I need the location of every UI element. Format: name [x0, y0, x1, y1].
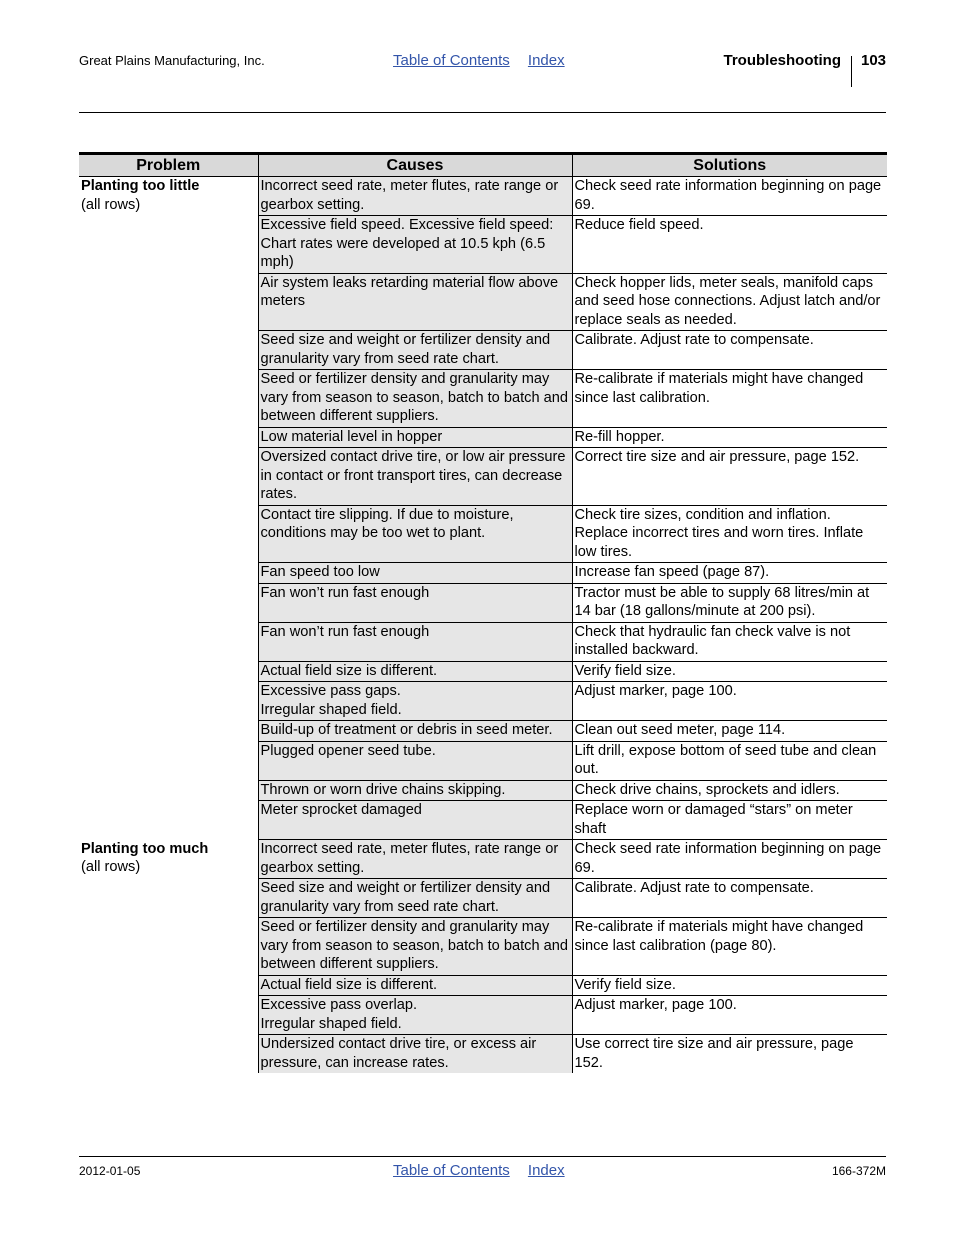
cause-cell: Seed size and weight or fertilizer density and granularity vary from seed rate chart.: [258, 331, 572, 370]
cause-cell: Actual field size is different.: [258, 975, 572, 996]
solution-cell: Lift drill, expose bottom of seed tube and clean out.: [572, 741, 887, 780]
header-nav: [393, 52, 579, 69]
table-row: [79, 177, 887, 216]
footer-toc-link[interactable]: Table of Contents: [393, 1162, 510, 1179]
cause-cell: Excessive pass overlap. Irregular shaped field.: [258, 996, 572, 1035]
solution-cell: Check hopper lids, meter seals, manifold caps and seed hose connections. Adjust latch and/or replace seals as needed.: [572, 273, 887, 331]
cause-cell: Plugged opener seed tube.: [258, 741, 572, 780]
cause-cell: Low material level in hopper: [258, 427, 572, 448]
solution-cell: Verify field size.: [572, 661, 887, 682]
page-number: 103: [861, 52, 887, 69]
header-solutions: Solutions: [572, 154, 887, 177]
solution-cell: Calibrate. Adjust rate to compensate.: [572, 879, 887, 918]
table-body: [79, 177, 887, 1074]
cause-cell: Meter sprocket damaged: [258, 801, 572, 840]
troubleshooting-table-wrap: [79, 152, 887, 1073]
cause-cell: Oversized contact drive tire, or low air pressure in contact or front transport tires, can decrease rates.: [258, 448, 572, 506]
cause-cell: Fan won’t run fast enough: [258, 583, 572, 622]
problem-name: Planting too little: [81, 178, 200, 194]
problem-cell: [79, 840, 258, 1074]
solution-cell: Check seed rate information beginning on page 69.: [572, 840, 887, 879]
table-header-row: [79, 154, 887, 177]
doc-code: 166-372M: [831, 1164, 886, 1178]
cause-cell: Seed or fertilizer density and granularity may vary from season to season, batch to batch and between different suppliers.: [258, 370, 572, 428]
solution-cell: Re-calibrate if materials might have changed since last calibration (page 80).: [572, 918, 887, 976]
cause-cell: Thrown or worn drive chains skipping.: [258, 780, 572, 801]
solution-cell: Adjust marker, page 100.: [572, 996, 887, 1035]
cause-cell: Incorrect seed rate, meter flutes, rate range or gearbox setting.: [258, 177, 572, 216]
footer-date: 2012-01-05: [79, 1164, 141, 1178]
company-name: Great Plains Manufacturing, Inc.: [79, 53, 265, 68]
section-title: Troubleshooting: [723, 52, 841, 69]
cause-cell: Contact tire slipping. If due to moisture, conditions may be too wet to plant.: [258, 505, 572, 563]
footer-rule: [79, 1156, 886, 1157]
troubleshooting-table: [79, 152, 887, 1073]
header-causes: Causes: [258, 154, 572, 177]
table-row: [79, 840, 887, 879]
cause-cell: Excessive field speed. Excessive field speed: Chart rates were developed at 10.5 kph (6.5 mph): [258, 216, 572, 274]
solution-cell: Reduce field speed.: [572, 216, 887, 274]
cause-cell: Incorrect seed rate, meter flutes, rate range or gearbox setting.: [258, 840, 572, 879]
problem-scope: (all rows): [81, 196, 141, 213]
problem-scope: (all rows): [81, 859, 141, 875]
cause-cell: Build-up of treatment or debris in seed meter.: [258, 721, 572, 742]
cause-cell: Air system leaks retarding material flow above meters: [258, 273, 572, 331]
problem-name: Planting too much: [81, 840, 209, 857]
header-index-link[interactable]: Index: [527, 52, 565, 69]
header-problem: Problem: [79, 154, 258, 177]
cause-cell: Excessive pass gaps. Irregular shaped field.: [258, 682, 572, 721]
footer-nav: [393, 1162, 579, 1179]
solution-cell: Adjust marker, page 100.: [572, 682, 887, 721]
cause-cell: Fan won’t run fast enough: [258, 622, 572, 661]
cause-cell: Fan speed too low: [258, 563, 572, 584]
cause-cell: Seed size and weight or fertilizer density and granularity vary from seed rate chart.: [258, 879, 572, 918]
solution-cell: Increase fan speed (page 87).: [572, 563, 887, 584]
footer-index-link[interactable]: Index: [527, 1162, 565, 1179]
solution-cell: Use correct tire size and air pressure, page 152.: [574, 1036, 854, 1071]
solution-cell: Check tire sizes, condition and inflation. Replace incorrect tires and worn tires. Inflate low tires.: [572, 505, 887, 563]
solution-cell: Re-fill hopper.: [572, 427, 887, 448]
problem-cell: [79, 177, 258, 840]
solution-cell: Correct tire size and air pressure, page 152.: [572, 448, 887, 506]
header-toc-link[interactable]: Table of Contents: [393, 52, 510, 69]
cause-cell: Actual field size is different.: [258, 661, 572, 682]
solution-cell: Re-calibrate if materials might have changed since last calibration.: [572, 370, 887, 428]
solution-cell: Replace worn or damaged “stars” on meter shaft: [572, 801, 887, 840]
cause-cell: Seed or fertilizer density and granularity may vary from season to season, batch to batch and between different suppliers.: [258, 918, 572, 976]
cause-cell: Undersized contact drive tire, or excess air pressure, can increase rates.: [258, 1035, 572, 1074]
solution-cell: Tractor must be able to supply 68 litres/min at 14 bar (18 gallons/minute at 200 psi).: [572, 583, 887, 622]
solution-cell: Calibrate. Adjust rate to compensate.: [572, 331, 887, 370]
solution-cell: Verify field size.: [572, 975, 887, 996]
solution-cell: Check drive chains, sprockets and idlers.: [572, 780, 887, 801]
solution-cell: Check seed rate information beginning on page 69.: [572, 177, 887, 216]
solution-cell: Clean out seed meter, page 114.: [572, 721, 887, 742]
header-rule: [79, 112, 886, 113]
solution-cell: Check that hydraulic fan check valve is not installed backward.: [572, 622, 887, 661]
header-divider: [851, 56, 852, 87]
